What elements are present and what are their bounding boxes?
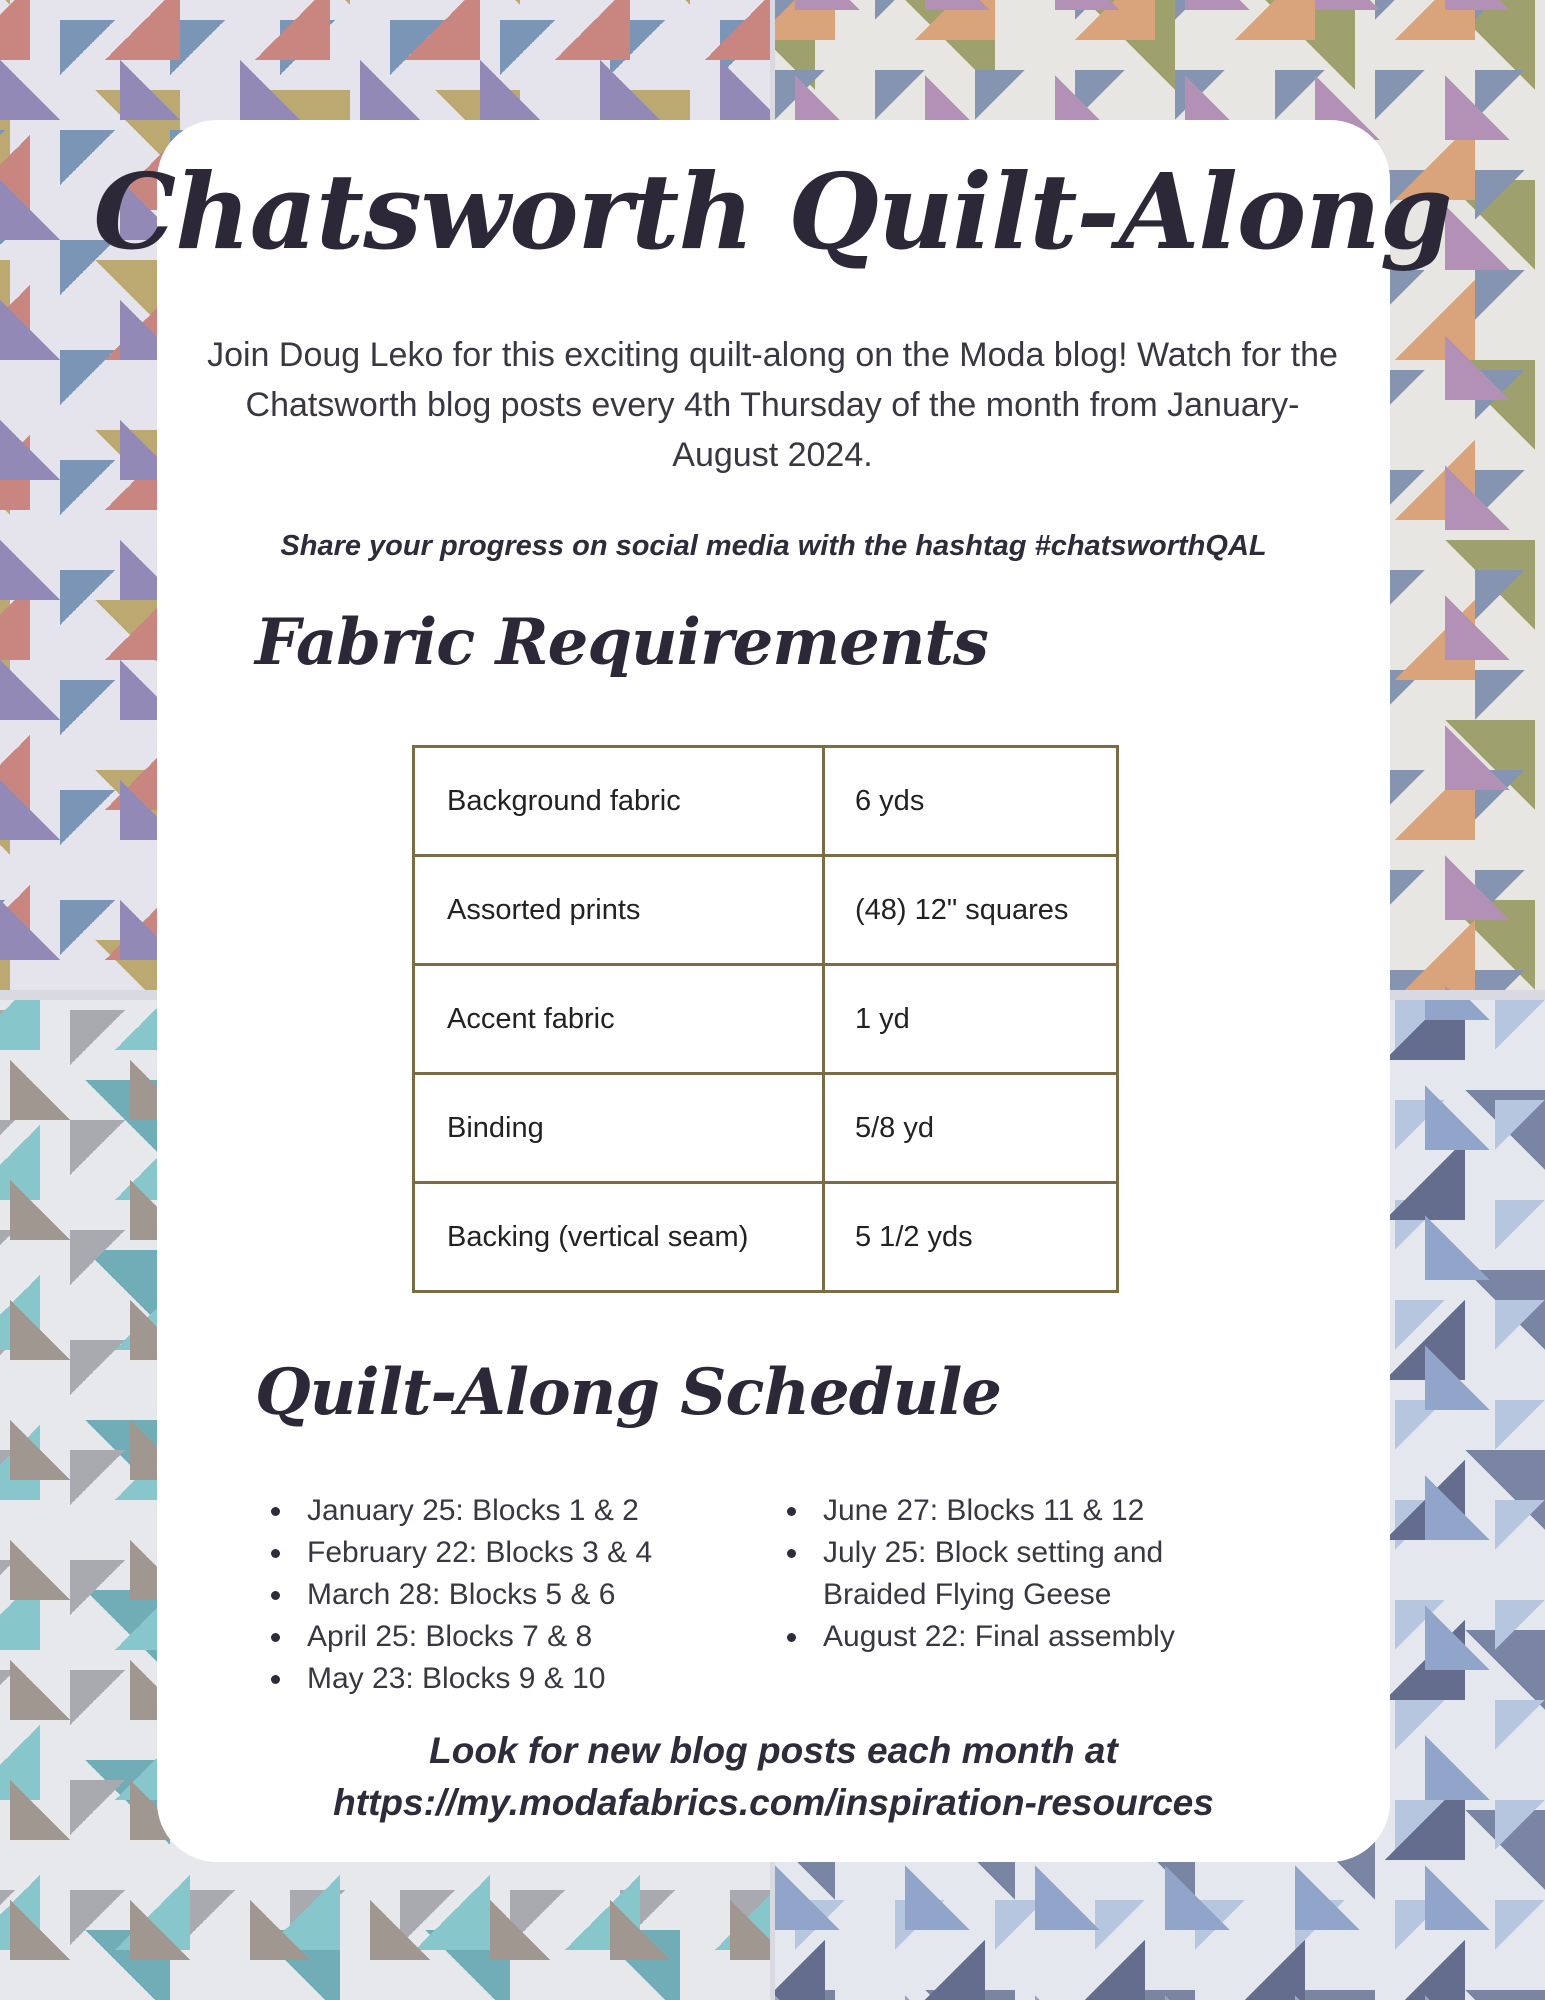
footer-line-1: Look for new blog posts each month at [429,1730,1118,1771]
fabric-amount: 5 1/2 yds [824,1183,1118,1292]
list-item: April 25: Blocks 7 & 8 [271,1616,721,1658]
fabric-item: Binding [414,1074,824,1183]
schedule-heading: Quilt-Along Schedule [255,1355,1001,1430]
intro-text: Join Doug Leko for this exciting quilt-along on the Moda blog! Watch for the Chatsworth blog posts every 4th Thursday of the month from January-August 2024. [207,336,1338,474]
fabric-amount: 1 yd [824,965,1118,1074]
fabric-requirements-heading: Fabric Requirements [255,605,988,680]
list-item: August 22: Final assembly [787,1616,1267,1658]
schedule-list-right [787,1490,1267,1658]
footer-note [157,1725,1390,1829]
fabric-amount: (48) 12" squares [824,856,1118,965]
fabric-amount: 6 yds [824,747,1118,856]
footer-url: https://my.modafabrics.com/inspiration-resources [333,1782,1214,1823]
list-item: June 27: Blocks 11 & 12 [787,1490,1267,1532]
fabric-item: Backing (vertical seam) [414,1183,824,1292]
fabric-requirements-table [412,745,1119,1293]
list-item: January 25: Blocks 1 & 2 [271,1490,721,1532]
list-item: March 28: Blocks 5 & 6 [271,1574,721,1616]
fabric-amount: 5/8 yd [824,1074,1118,1183]
table-row [414,1074,1118,1183]
list-item: February 22: Blocks 3 & 4 [271,1532,721,1574]
list-item: May 23: Blocks 9 & 10 [271,1658,721,1700]
fabric-item: Background fabric [414,747,824,856]
hashtag-line: Share your progress on social media with the hashtag #chatsworthQAL [280,530,1267,562]
list-item: July 25: Block setting and Braided Flying Geese [787,1532,1267,1616]
page-title: Chatsworth Quilt-Along [93,150,1452,273]
fabric-item: Accent fabric [414,965,824,1074]
schedule-list-left [271,1490,721,1700]
table-row [414,965,1118,1074]
fabric-item: Assorted prints [414,856,824,965]
table-row [414,1183,1118,1292]
table-row [414,747,1118,856]
table-row [414,856,1118,965]
